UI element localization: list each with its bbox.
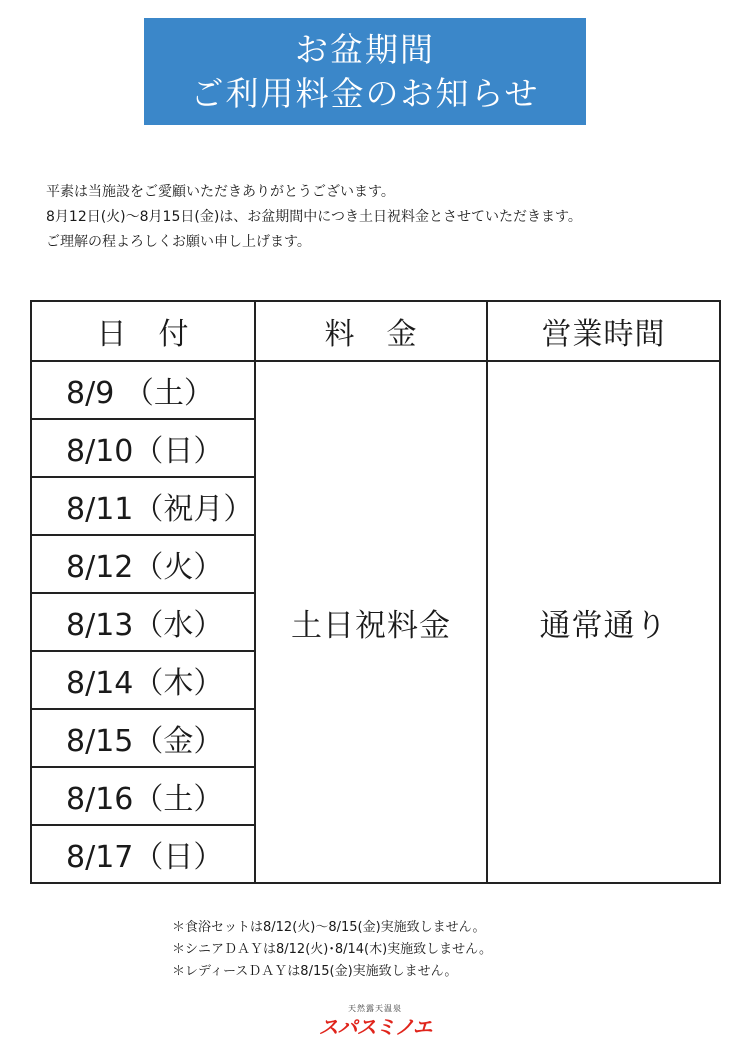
note-item: ＊レディースＤＡＹは8/15(金)実施致しません。 — [172, 964, 458, 979]
header-date: 日 付 — [31, 301, 255, 361]
note-item: ＊シニアＤＡＹは8/12(火)･8/14(木)実施致しません。 — [172, 942, 492, 957]
notes — [172, 917, 492, 983]
schedule-table — [30, 300, 721, 884]
header-hours: 営業時間 — [487, 301, 720, 361]
logo-wordmark: スパスミノエ — [318, 1015, 432, 1039]
table-row — [31, 361, 720, 419]
date-cell: 8/11（祝月） — [31, 477, 255, 535]
fee-cell: 土日祝料金 — [255, 361, 487, 883]
title-line-1: お盆期間 — [295, 29, 435, 69]
note-item: ＊食浴セットは8/12(火)～8/15(金)実施致しません。 — [172, 920, 486, 935]
intro-text — [46, 180, 736, 255]
logo-subtitle: 天然露天温泉 — [348, 1004, 402, 1013]
facility-logo — [318, 1004, 432, 1048]
date-cell: 8/13（水） — [31, 593, 255, 651]
title-banner — [144, 18, 586, 125]
header-fee: 料 金 — [255, 301, 487, 361]
table-header-row — [31, 301, 720, 361]
date-cell: 8/16（土） — [31, 767, 255, 825]
date-cell: 8/10（日） — [31, 419, 255, 477]
date-cell: 8/9 （土） — [31, 361, 255, 419]
date-cell: 8/12（火） — [31, 535, 255, 593]
intro-line-3: ご理解の程よろしくお願い申し上げます。 — [46, 234, 311, 250]
intro-line-1: 平素は当施設をご愛顧いただきありがとうございます。 — [46, 184, 395, 200]
hours-cell: 通常通り — [487, 361, 720, 883]
title-line-2: ご利用料金のお知らせ — [190, 73, 540, 113]
date-cell: 8/15（金） — [31, 709, 255, 767]
date-cell: 8/14（木） — [31, 651, 255, 709]
date-cell: 8/17（日） — [31, 825, 255, 883]
intro-line-2: 8月12日(火)～8月15日(金)は、お盆期間中につき土日祝料金とさせていただきます。 — [46, 209, 582, 225]
